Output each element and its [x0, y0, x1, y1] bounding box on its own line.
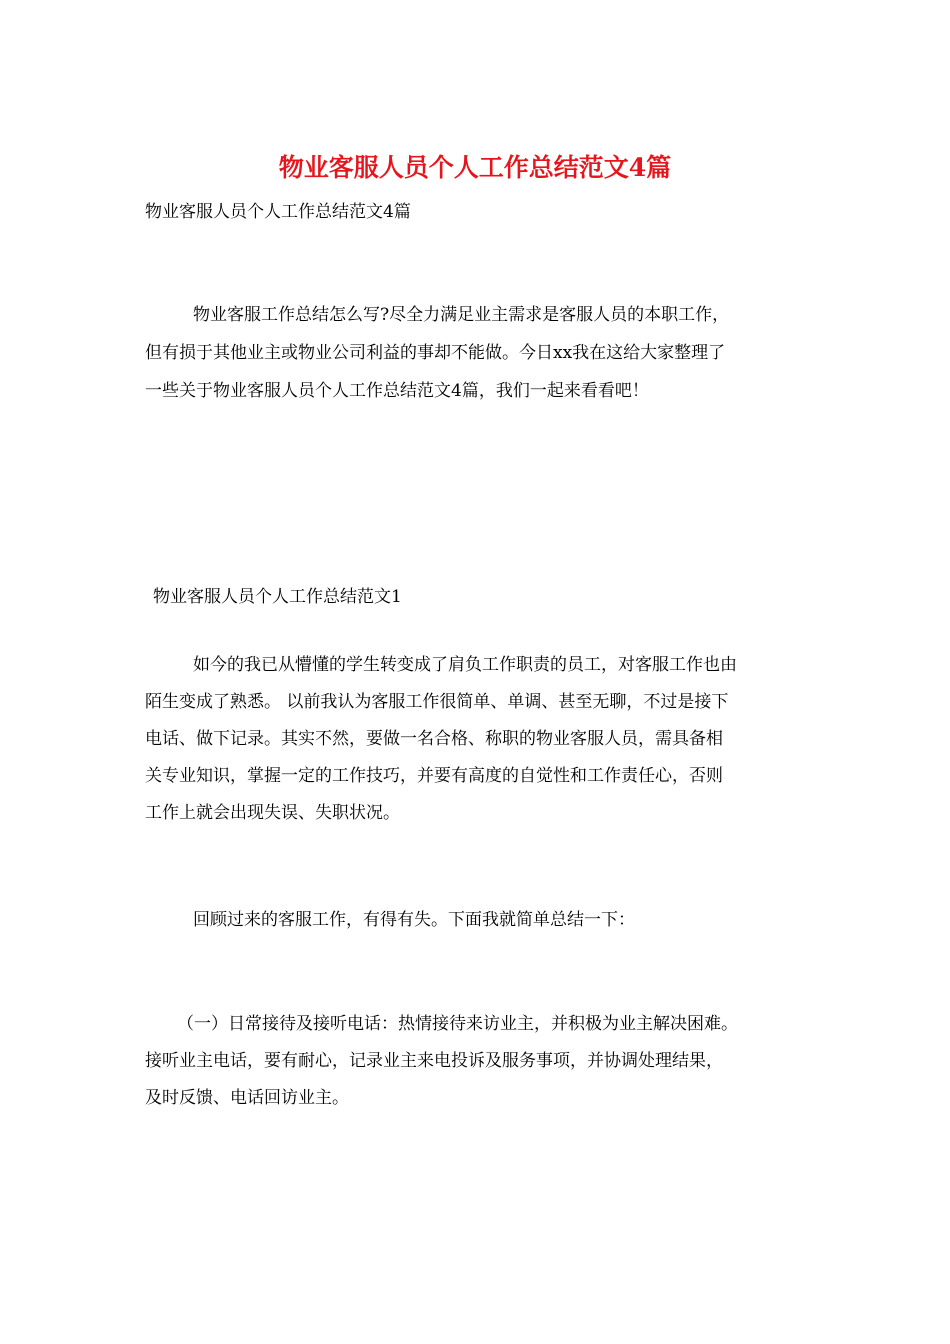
para3-line-3: 及时反馈、电话回访业主。 — [145, 1088, 349, 1108]
para1-line-1: 如今的我已从懵懂的学生转变成了肩负工作职责的员工，对客服工作也由 — [193, 655, 737, 675]
intro-line-3: 一些关于物业客服人员个人工作总结范文4篇，我们一起来看看吧！ — [145, 381, 649, 401]
para3-line-2: 接听业主电话，要有耐心，记录业主来电投诉及服务事项，并协调处理结果， — [145, 1051, 723, 1071]
para3-line-1: （一）日常接待及接听电话：热情接待来访业主，并积极为业主解决困难。 — [177, 1014, 738, 1034]
para1-line-2: 陌生变成了熟悉。 以前我认为客服工作很简单、单调、甚至无聊，不过是接下 — [145, 692, 729, 712]
intro-line-2: 但有损于其他业主或物业公司利益的事却不能做。今日xx我在这给大家整理了 — [145, 343, 726, 363]
para1-line-3: 电话、做下记录。其实不然，要做一名合格、称职的物业客服人员，需具备相 — [145, 729, 723, 749]
document-title: 物业客服人员个人工作总结范文4篇 — [278, 153, 672, 182]
intro-line-1: 物业客服工作总结怎么写?尽全力满足业主需求是客服人员的本职工作， — [193, 305, 730, 325]
section-heading: 物业客服人员个人工作总结范文1 — [153, 587, 402, 607]
para2-line-1: 回顾过来的客服工作，有得有失。下面我就简单总结一下： — [193, 910, 635, 930]
document-subtitle: 物业客服人员个人工作总结范文4篇 — [145, 202, 411, 222]
para1-line-5: 工作上就会出现失误、失职状况。 — [145, 803, 400, 823]
para1-line-4: 关专业知识，掌握一定的工作技巧，并要有高度的自觉性和工作责任心，否则 — [145, 766, 723, 786]
